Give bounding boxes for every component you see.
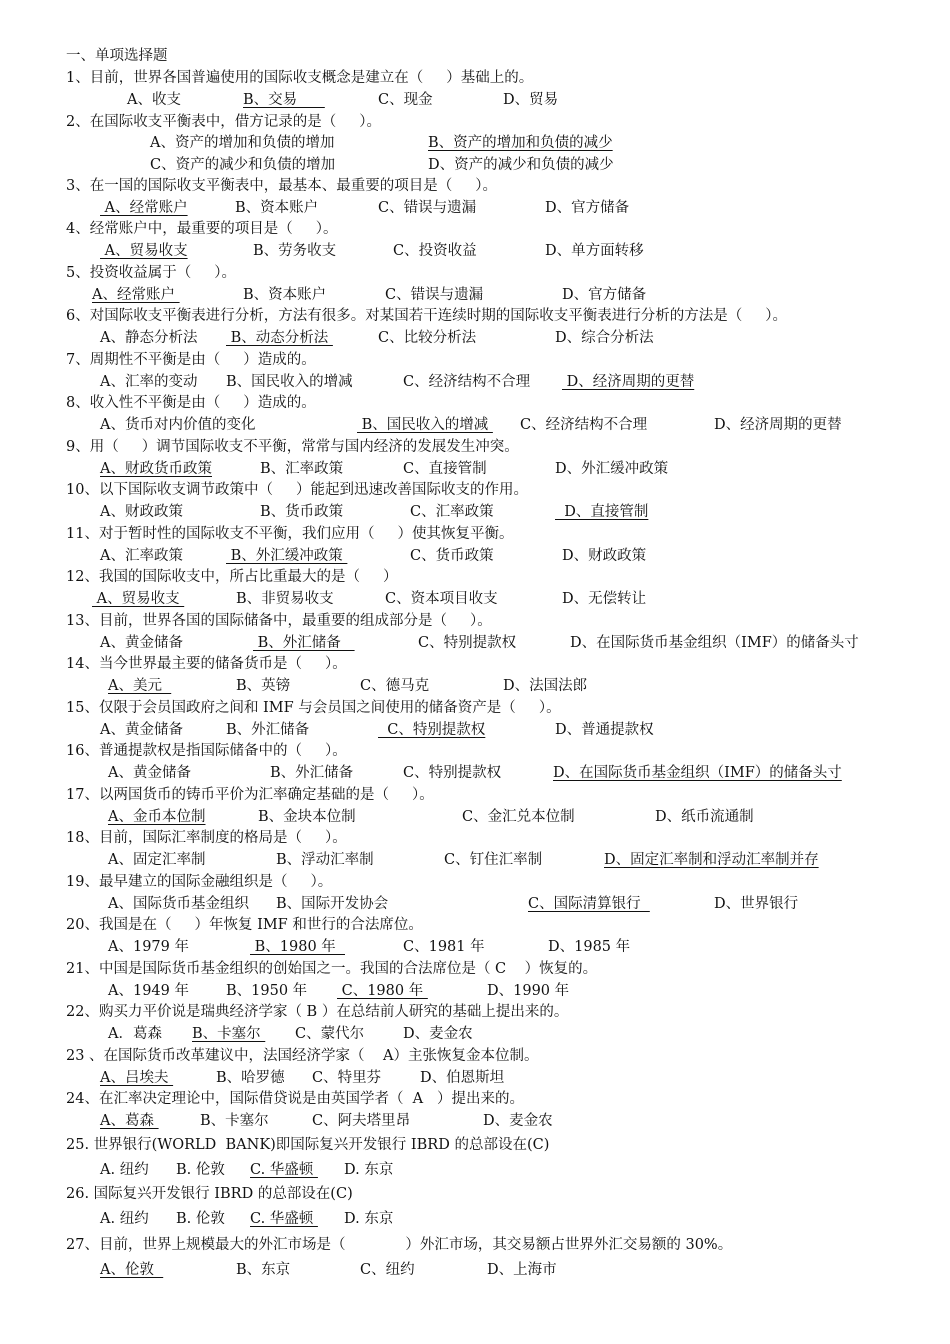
option: C、金汇兑本位制 [462, 809, 575, 825]
question-text: 5、投资收益属于（ ）。 [66, 265, 237, 281]
option: D、外汇缓冲政策 [555, 461, 669, 477]
answer-option: D、固定汇率制和浮动汇率制并存 [604, 852, 819, 868]
option: D、法国法郎 [503, 678, 588, 694]
option: D. 东京 [344, 1162, 394, 1178]
answer-option: A、贸易收支 [100, 243, 188, 259]
option: A、汇率的变动 [100, 374, 198, 390]
option: A．葛森 [108, 1026, 162, 1042]
option: B、英镑 [236, 678, 291, 694]
option: D、麦金农 [483, 1113, 553, 1129]
answer-option: C、国际清算银行 [528, 896, 650, 912]
option: A、资产的增加和负债的增加 [150, 135, 335, 151]
option: D、麦金农 [403, 1026, 473, 1042]
option: D、财政政策 [562, 548, 647, 564]
answer-option: C. 华盛顿 [250, 1162, 318, 1178]
question-text: 2、在国际收支平衡表中，借方记录的是（ ）。 [66, 114, 382, 130]
question-text: 24、在汇率决定理论中，国际借贷说是由英国学者（ A ）提出来的。 [66, 1091, 524, 1107]
option: B. 伦敦 [176, 1162, 225, 1178]
option: C、经济结构不合理 [403, 374, 531, 390]
answer-option: B、外汇储备 [253, 635, 355, 651]
option: B、货币政策 [260, 504, 344, 520]
option: B、劳务收支 [253, 243, 337, 259]
question-text: 8、收入性不平衡是由（ ）造成的。 [66, 395, 316, 411]
question-text: 16、普通提款权是指国际储备中的（ ）。 [66, 743, 347, 759]
option: A、货币对内价值的变化 [100, 417, 256, 433]
answer-option: C、1980 年 [337, 983, 428, 999]
question-text: 1、目前，世界各国普遍使用的国际收支概念是建立在（ ）基础上的。 [66, 70, 534, 86]
option: B、卡塞尔 [200, 1113, 269, 1129]
answer-option: B、1980 年 [250, 939, 345, 955]
question-text: 9、用（ ）调节国际收支不平衡，常常与国内经济的发展发生冲突。 [66, 439, 519, 455]
option: A、1979 年 [108, 939, 189, 955]
option: D、综合分析法 [555, 330, 654, 346]
answer-option: A、葛森 [100, 1113, 159, 1129]
option: D、伯恩斯坦 [420, 1070, 505, 1086]
question-text: 19、最早建立的国际金融组织是（ ）。 [66, 874, 333, 890]
question-text: 27、目前，世界上规模最大的外汇市场是（ ）外汇市场，其交易额占世界外汇交易额的 30%。 [66, 1237, 733, 1253]
answer-option: B、外汇缓冲政策 [226, 548, 348, 564]
answer-option: D、直接管制 [555, 504, 649, 520]
answer-option: C、特别提款权 [378, 722, 486, 738]
option: A. 纽约 [100, 1211, 149, 1227]
question-text: 11、对于暂时性的国际收支不平衡，我们应用（ ）使其恢复平衡。 [66, 526, 514, 542]
section-title: 一、单项选择题 [66, 48, 168, 64]
option: D、单方面转移 [545, 243, 644, 259]
option: B、金块本位制 [258, 809, 356, 825]
option: B、东京 [236, 1262, 291, 1278]
option: B. 伦敦 [176, 1211, 225, 1227]
option: C、货币政策 [410, 548, 494, 564]
option: A、国际货币基金组织 [108, 896, 249, 912]
option: A、黄金储备 [100, 635, 183, 651]
question-text: 22、购买力平价说是瑞典经济学家（ B ）在总结前人研究的基础上提出来的。 [66, 1004, 569, 1020]
question-text: 26. 国际复兴开发银行 IBRD 的总部设在(C) [66, 1186, 353, 1202]
question-text: 6、对国际收支平衡表进行分析，方法有很多。对某国若干连续时期的国际收支平衡表进行分析的方法是（ ）。 [66, 308, 788, 324]
question-text: 4、经常账户中，最重要的项目是（ ）。 [66, 221, 338, 237]
answer-option: A、经常账户 [92, 287, 180, 303]
option: D、1990 年 [487, 983, 570, 999]
option: D、无偿转让 [562, 591, 647, 607]
option: B、浮动汇率制 [276, 852, 374, 868]
option: A、财政政策 [100, 504, 183, 520]
answer-option: A、经常账户 [100, 200, 188, 216]
answer-option: B、资产的增加和负债的减少 [428, 135, 613, 151]
option: C、汇率政策 [410, 504, 494, 520]
option: C、德马克 [360, 678, 430, 694]
answer-option: B、交易 [243, 92, 325, 108]
option: C、比较分析法 [378, 330, 477, 346]
option: C、资产的减少和负债的增加 [150, 157, 336, 173]
option: D. 东京 [344, 1211, 394, 1227]
answer-option: A、贸易收支 [92, 591, 185, 607]
option: D、经济周期的更替 [714, 417, 842, 433]
option: D、普通提款权 [555, 722, 654, 738]
option: D、贸易 [503, 92, 559, 108]
answer-option: B、国民收入的增减 [357, 417, 493, 433]
option: C、蒙代尔 [295, 1026, 365, 1042]
question-text: 14、当今世界最主要的储备货币是（ ）。 [66, 656, 347, 672]
answer-option: D、在国际货币基金组织（IMF）的储备头寸 [553, 765, 842, 781]
option: C、经济结构不合理 [520, 417, 648, 433]
option: D、官方储备 [545, 200, 630, 216]
option: C、直接管制 [403, 461, 487, 477]
option: C、错误与遗漏 [385, 287, 484, 303]
answer-option: A、伦敦 [100, 1262, 164, 1278]
option: B、非贸易收支 [236, 591, 334, 607]
option: C、特里芬 [312, 1070, 382, 1086]
question-text: 18、目前，国际汇率制度的格局是（ ）。 [66, 830, 347, 846]
option: C、错误与遗漏 [378, 200, 477, 216]
option: B、外汇储备 [226, 722, 310, 738]
option: B、资本账户 [243, 287, 327, 303]
question-text: 13、目前，世界各国的国际储备中，最重要的组成部分是（ ）。 [66, 613, 492, 629]
option: A、收支 [127, 92, 181, 108]
question-text: 12、我国的国际收支中，所占比重最大的是（ ） [66, 569, 398, 585]
option: B、资本账户 [235, 200, 319, 216]
option: A、静态分析法 [100, 330, 198, 346]
option: B、哈罗德 [216, 1070, 285, 1086]
option: B、1950 年 [226, 983, 308, 999]
option: D、官方储备 [562, 287, 647, 303]
option: C、资本项目收支 [385, 591, 498, 607]
question-text: 7、周期性不平衡是由（ ）造成的。 [66, 352, 316, 368]
question-text: 25. 世界银行(WORLD BANK)即国际复兴开发银行 IBRD 的总部设在(C) [66, 1137, 550, 1153]
question-text: 21、中国是国际货币基金组织的创始国之一。我国的合法席位是（ C ）恢复的。 [66, 961, 598, 977]
option: A、黄金储备 [108, 765, 191, 781]
option: C、1981 年 [403, 939, 485, 955]
question-text: 23 、在国际货币改革建议中，法国经济学家（ A）主张恢复金本位制。 [66, 1048, 539, 1064]
answer-option: A、吕埃夫 [100, 1070, 174, 1086]
option: B、外汇储备 [270, 765, 354, 781]
option: A、黄金储备 [100, 722, 183, 738]
option: C、现金 [378, 92, 433, 108]
answer-option: D、经济周期的更替 [562, 374, 695, 390]
option: D、上海市 [487, 1262, 557, 1278]
option: A、汇率政策 [100, 548, 183, 564]
question-text: 20、我国是在（ ）年恢复 IMF 和世行的合法席位。 [66, 917, 423, 933]
option: B、汇率政策 [260, 461, 344, 477]
answer-option: A、金币本位制 [108, 809, 206, 825]
option: B、国际开发协会 [276, 896, 389, 912]
answer-option: C. 华盛顿 [250, 1211, 318, 1227]
option: C、投资收益 [393, 243, 477, 259]
question-text: 15、仅限于会员国政府之间和 IMF 与会员国之间使用的储备资产是（ ）。 [66, 700, 561, 716]
question-text: 3、在一国的国际收支平衡表中，最基本、最重要的项目是（ ）。 [66, 178, 498, 194]
answer-option: A、财政货币政策 [100, 461, 212, 477]
option: C、特别提款权 [418, 635, 517, 651]
option: D、世界银行 [714, 896, 799, 912]
answer-option: B、动态分析法 [226, 330, 333, 346]
answer-option: A、美元 [108, 678, 172, 694]
option: D、在国际货币基金组织（IMF）的储备头寸 [570, 635, 859, 651]
option: C、特别提款权 [403, 765, 502, 781]
option: A、固定汇率制 [108, 852, 206, 868]
option: C、钉住汇率制 [444, 852, 543, 868]
option: D、1985 年 [548, 939, 631, 955]
question-text: 17、以两国货币的铸币平价为汇率确定基础的是（ ）。 [66, 787, 434, 803]
question-text: 10、以下国际收支调节政策中（ ）能起到迅速改善国际收支的作用。 [66, 482, 528, 498]
answer-option: B、卡塞尔 [192, 1026, 266, 1042]
option: B、国民收入的增减 [226, 374, 353, 390]
option: C、阿夫塔里昂 [312, 1113, 411, 1129]
option: C、纽约 [360, 1262, 415, 1278]
option: D、资产的减少和负债的减少 [428, 157, 614, 173]
option: A. 纽约 [100, 1162, 149, 1178]
option: A、1949 年 [108, 983, 189, 999]
option: D、纸币流通制 [655, 809, 754, 825]
